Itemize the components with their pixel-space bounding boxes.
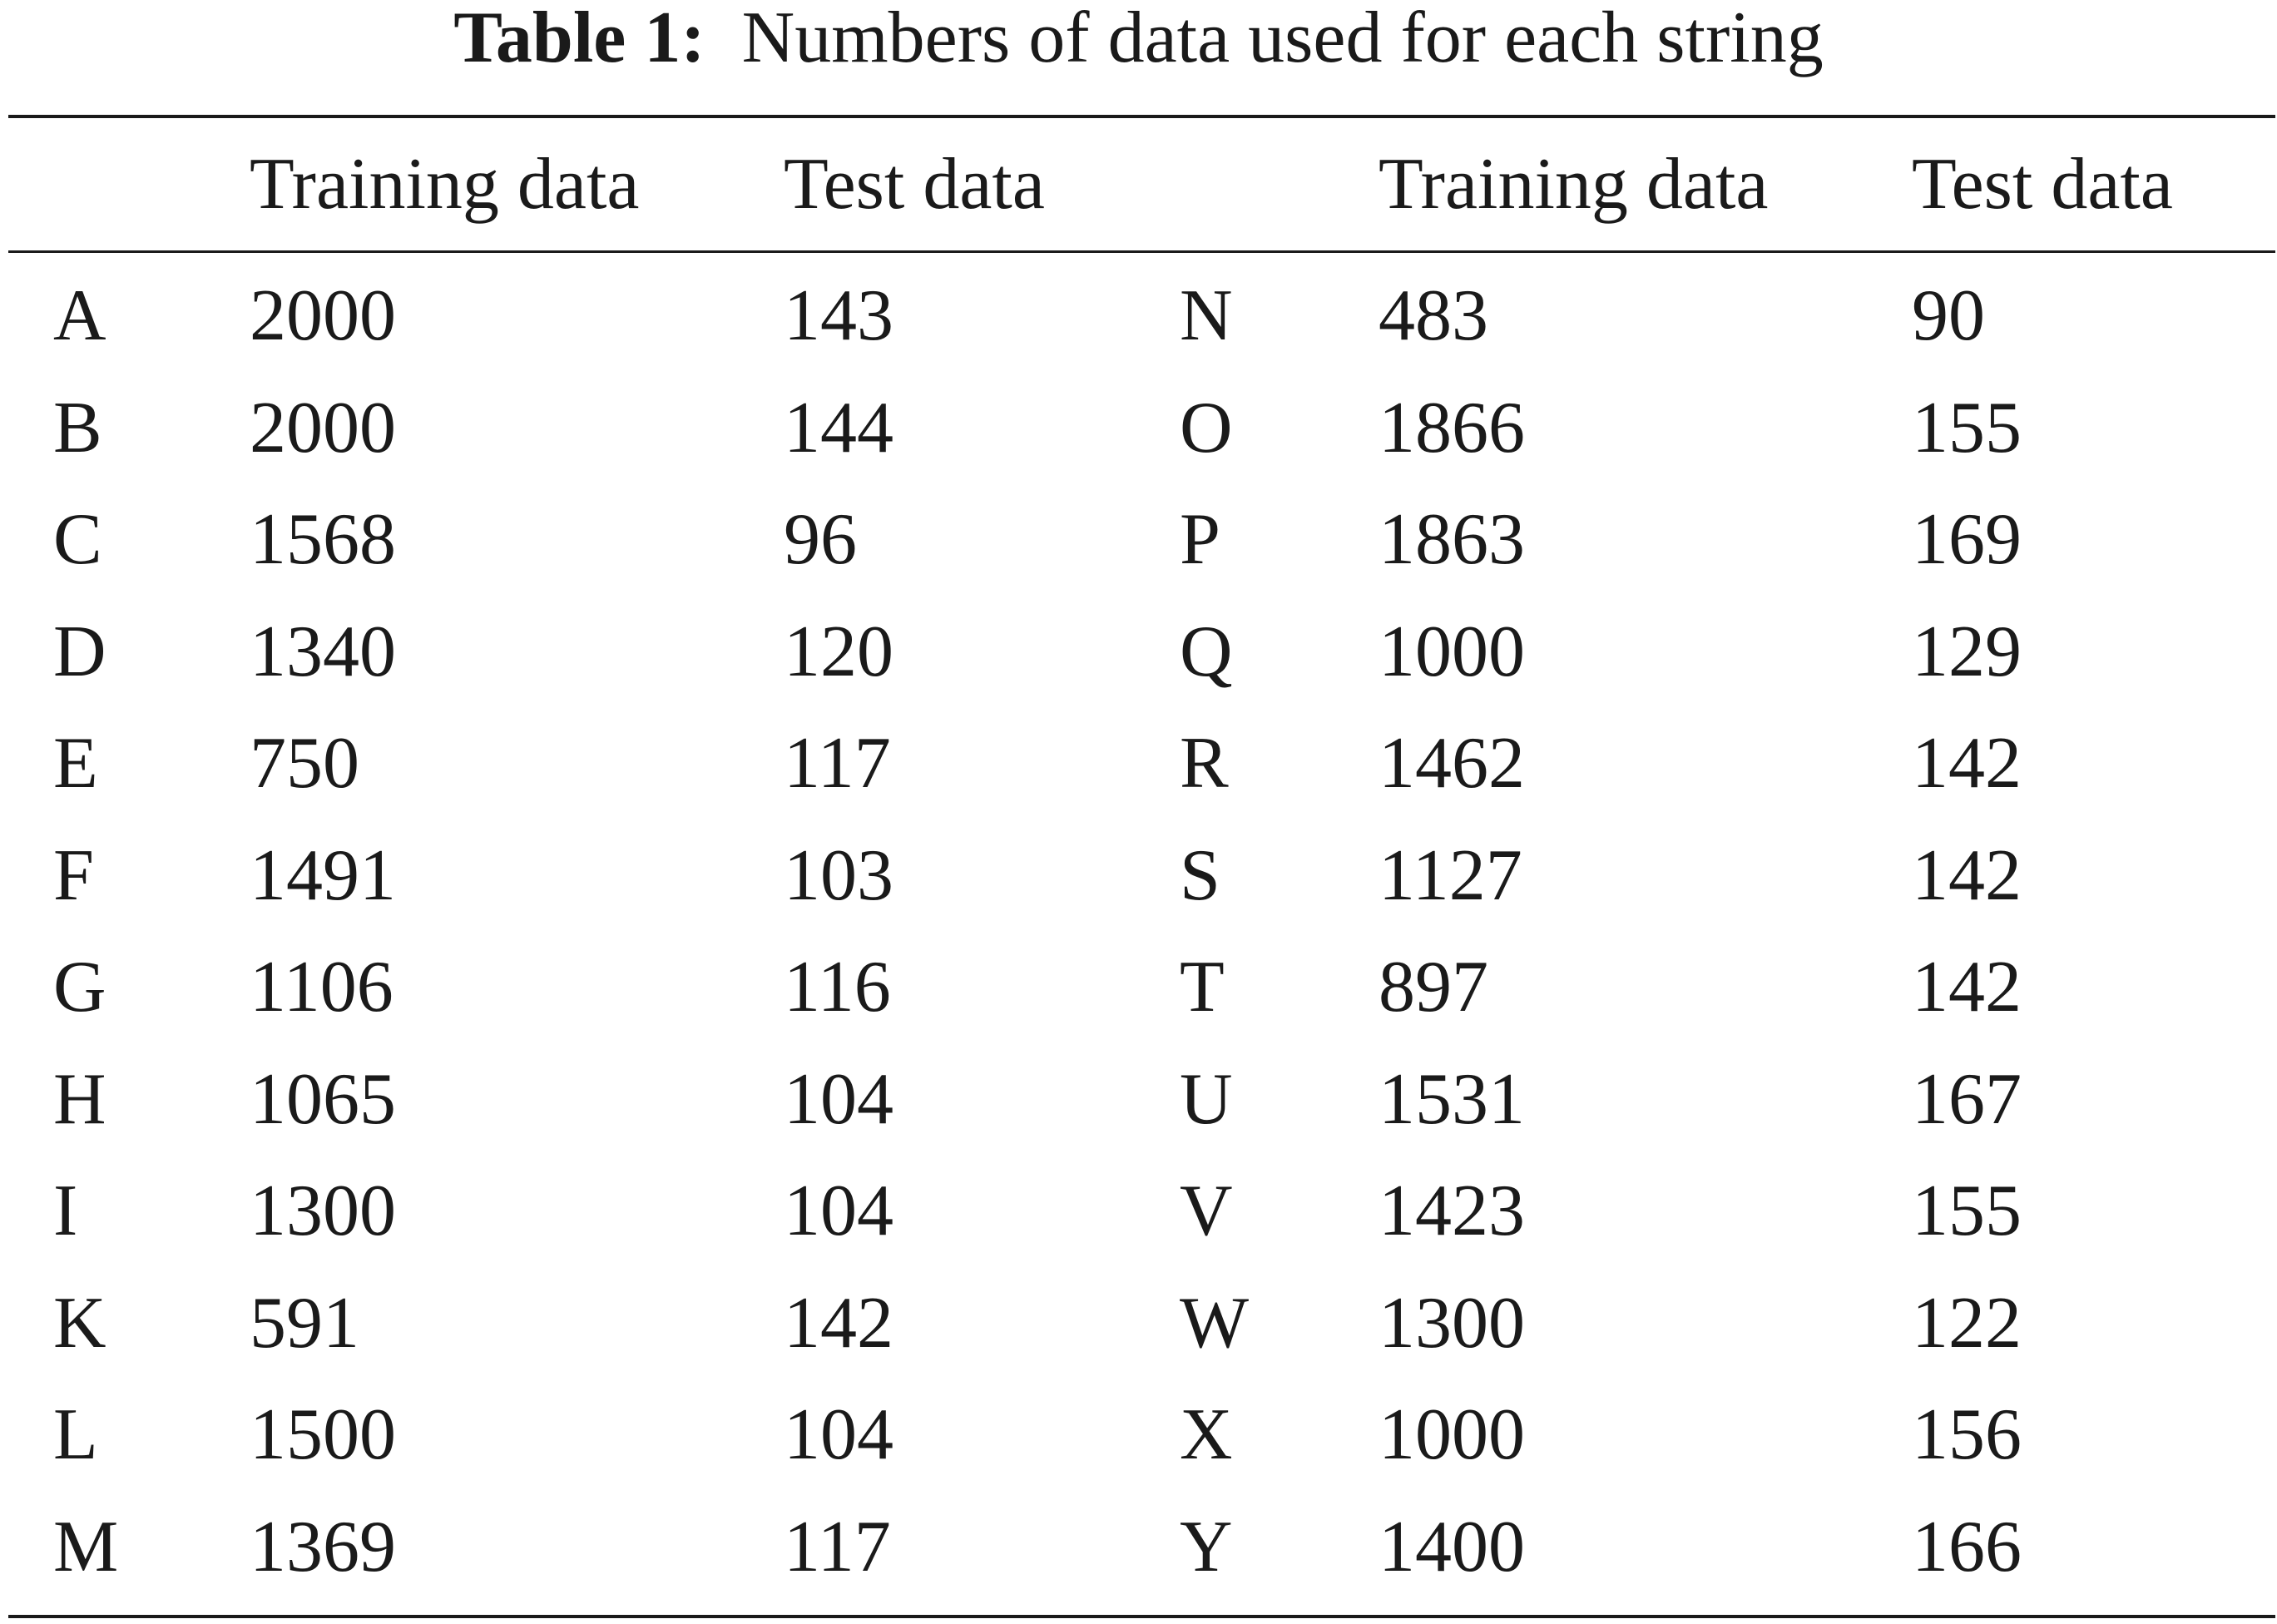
cell-string-left: E — [53, 723, 98, 804]
cell-training-left: 1369 — [250, 1507, 396, 1587]
cell-test-left: 142 — [784, 1283, 893, 1364]
header-rule — [8, 250, 2275, 253]
cell-string-right: P — [1180, 499, 1220, 580]
cell-string-left: K — [53, 1283, 106, 1364]
cell-string-right: X — [1180, 1394, 1233, 1475]
cell-test-left: 104 — [784, 1059, 893, 1140]
cell-training-right: 1423 — [1379, 1171, 1525, 1251]
cell-string-right: V — [1180, 1171, 1233, 1251]
cell-string-right: Y — [1180, 1507, 1233, 1587]
cell-string-right: T — [1180, 947, 1225, 1027]
cell-training-left: 750 — [250, 723, 359, 804]
cell-string-left: L — [53, 1394, 98, 1475]
header-test-data-right: Test data — [1912, 144, 2173, 225]
cell-training-right: 1127 — [1379, 835, 1522, 916]
cell-string-left: D — [53, 611, 106, 692]
cell-training-right: 1866 — [1379, 388, 1525, 468]
cell-string-right: N — [1180, 275, 1233, 356]
cell-string-left: G — [53, 947, 106, 1027]
cell-training-left: 591 — [250, 1283, 359, 1364]
cell-training-left: 1491 — [250, 835, 396, 916]
cell-string-left: B — [53, 388, 102, 468]
cell-test-right: 129 — [1912, 611, 2022, 692]
cell-string-right: W — [1180, 1283, 1250, 1364]
cell-training-right: 1863 — [1379, 499, 1525, 580]
cell-training-left: 1340 — [250, 611, 396, 692]
header-training-data-right: Training data — [1379, 144, 1769, 225]
cell-test-right: 142 — [1912, 835, 2022, 916]
cell-training-left: 2000 — [250, 275, 396, 356]
cell-string-right: S — [1180, 835, 1220, 916]
cell-string-left: H — [53, 1059, 106, 1140]
cell-training-right: 897 — [1379, 947, 1488, 1027]
cell-training-left: 1568 — [250, 499, 396, 580]
cell-test-right: 156 — [1912, 1394, 2022, 1475]
cell-training-right: 1531 — [1379, 1059, 1525, 1140]
cell-training-right: 1462 — [1379, 723, 1525, 804]
cell-training-left: 2000 — [250, 388, 396, 468]
cell-test-left: 104 — [784, 1171, 893, 1251]
cell-test-right: 90 — [1912, 275, 1985, 356]
cell-test-right: 155 — [1912, 1171, 2022, 1251]
cell-training-left: 1065 — [250, 1059, 396, 1140]
caption-text: Numbers of data used for each string — [741, 0, 1824, 78]
cell-test-left: 117 — [784, 1507, 891, 1587]
cell-string-left: M — [53, 1507, 119, 1587]
cell-training-right: 1000 — [1379, 1394, 1525, 1475]
cell-test-right: 122 — [1912, 1283, 2022, 1364]
cell-training-right: 1300 — [1379, 1283, 1525, 1364]
cell-test-right: 167 — [1912, 1059, 2022, 1140]
cell-test-left: 96 — [784, 499, 857, 580]
cell-test-right: 142 — [1912, 947, 2022, 1027]
cell-training-right: 1400 — [1379, 1507, 1525, 1587]
cell-test-left: 143 — [784, 275, 893, 356]
caption-label: Table 1: — [453, 0, 705, 78]
cell-test-left: 120 — [784, 611, 893, 692]
cell-test-right: 155 — [1912, 388, 2022, 468]
cell-test-right: 142 — [1912, 723, 2022, 804]
bottom-rule — [8, 1615, 2275, 1618]
cell-training-left: 1500 — [250, 1394, 396, 1475]
cell-test-right: 169 — [1912, 499, 2022, 580]
cell-test-left: 116 — [784, 947, 891, 1027]
cell-test-left: 104 — [784, 1394, 893, 1475]
cell-test-left: 144 — [784, 388, 893, 468]
cell-string-right: U — [1180, 1059, 1233, 1140]
cell-test-right: 166 — [1912, 1507, 2022, 1587]
cell-training-left: 1300 — [250, 1171, 396, 1251]
cell-training-right: 483 — [1379, 275, 1488, 356]
top-rule — [8, 115, 2275, 118]
cell-training-right: 1000 — [1379, 611, 1525, 692]
table-caption — [0, 0, 2277, 83]
cell-string-left: A — [53, 275, 106, 356]
cell-test-left: 117 — [784, 723, 891, 804]
cell-string-left: I — [53, 1171, 78, 1251]
header-training-data-left: Training data — [250, 144, 640, 225]
cell-string-right: R — [1180, 723, 1229, 804]
cell-string-right: O — [1180, 388, 1233, 468]
cell-training-left: 1106 — [250, 947, 394, 1027]
cell-string-left: F — [53, 835, 94, 916]
header-test-data-left: Test data — [784, 144, 1045, 225]
cell-string-right: Q — [1180, 611, 1233, 692]
cell-test-left: 103 — [784, 835, 893, 916]
cell-string-left: C — [53, 499, 102, 580]
